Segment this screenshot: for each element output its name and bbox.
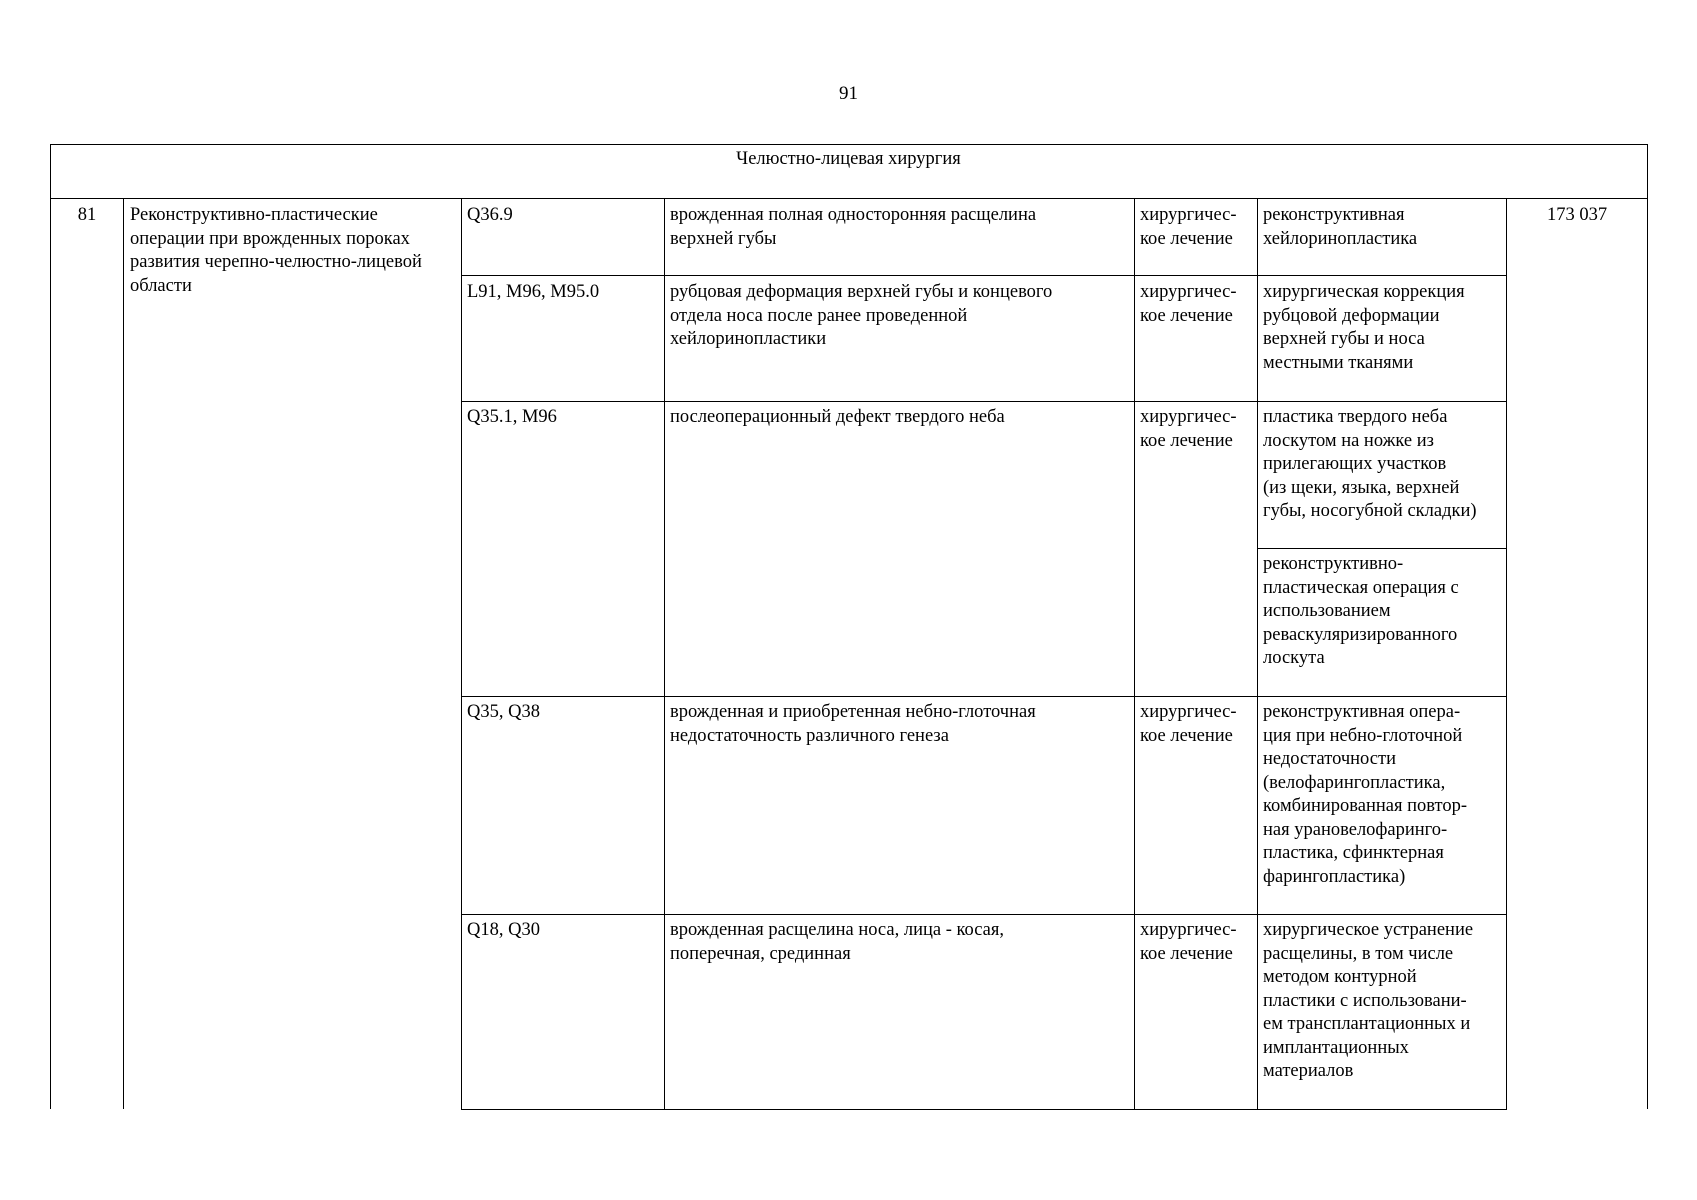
- column-divider-diagnosis: [1134, 198, 1135, 1109]
- diagnosis: врожденная полная односторонняя расщелина верхней губы: [670, 205, 1037, 249]
- treatment-method: реконструктивная опера- ция при небно-глоточной недостаточности (велофарингопластика, комбинированная повтор- ная урановелофаринго- пластика, сфинктерная фарингопластика): [1263, 702, 1468, 887]
- subrow-divider: [461, 696, 1507, 697]
- treatment-method: хирургическая коррекция рубцовой деформации верхней губы и носа местными тканями: [1263, 282, 1465, 373]
- column-divider-treatment: [1257, 198, 1258, 1109]
- subrow-divider: [461, 275, 1507, 276]
- method-divider: [1257, 548, 1507, 549]
- row-number: 81: [77, 205, 97, 225]
- icd-codes: Q35, Q38: [467, 702, 540, 722]
- section-title: Челюстно-лицевая хирургия: [736, 149, 961, 169]
- column-divider-methods: [1506, 198, 1507, 1109]
- diagnosis: рубцовая деформация верхней губы и концевого отдела носа после ранее проведенной хейлоринопластики: [670, 282, 1053, 349]
- diagnosis: врожденная расщелина носа, лица - косая, поперечная, срединная: [670, 920, 1005, 964]
- procedure-cost: 173 037: [1546, 205, 1608, 225]
- column-divider-number: [123, 198, 124, 1109]
- column-divider-codes: [664, 198, 665, 1109]
- subrow-divider: [461, 401, 1507, 402]
- treatment-type: хирургичес- кое лечение: [1140, 702, 1237, 746]
- table-right-border: [1647, 144, 1648, 1109]
- icd-codes: Q18, Q30: [467, 920, 540, 940]
- treatment-method: хирургическое устранение расщелины, в том числе методом контурной пластики с использовани- ем трансплантационных и имплантационных материалов: [1263, 920, 1474, 1081]
- treatment-type: хирургичес- кое лечение: [1140, 407, 1237, 451]
- section-header-bottom-border: [50, 198, 1648, 199]
- treatment-type: хирургичес- кое лечение: [1140, 282, 1237, 326]
- subrow-divider: [461, 914, 1507, 915]
- diagnosis: послеоперационный дефект твердого неба: [670, 407, 1005, 427]
- icd-codes: Q35.1, M96: [467, 407, 557, 427]
- treatment-type: хирургичес- кое лечение: [1140, 205, 1237, 249]
- column-divider-name: [461, 198, 462, 1109]
- table-bottom-border: [461, 1109, 1507, 1110]
- treatment-method: реконструктивно- пластическая операция с использованием реваскуляризированного лоскута: [1263, 554, 1459, 668]
- treatment-type: хирургичес- кое лечение: [1140, 920, 1237, 964]
- page-number: 91: [839, 83, 858, 104]
- treatment-method: пластика твердого неба лоскутом на ножке из прилегающих участков (из щеки, языка, верхней губы, носогубной складки): [1263, 407, 1477, 521]
- icd-codes: L91, M96, M95.0: [467, 282, 600, 302]
- table-top-border: [50, 144, 1648, 145]
- table-left-border: [50, 144, 51, 1109]
- procedure-group-name: Реконструктивно-пластические операции при врожденных пороках развития черепно-челюстно-лицевой области: [130, 205, 422, 296]
- icd-codes: Q36.9: [467, 205, 513, 225]
- treatment-method: реконструктивная хейлоринопластика: [1263, 205, 1418, 249]
- diagnosis: врожденная и приобретенная небно-глоточная недостаточность различного генеза: [670, 702, 1036, 746]
